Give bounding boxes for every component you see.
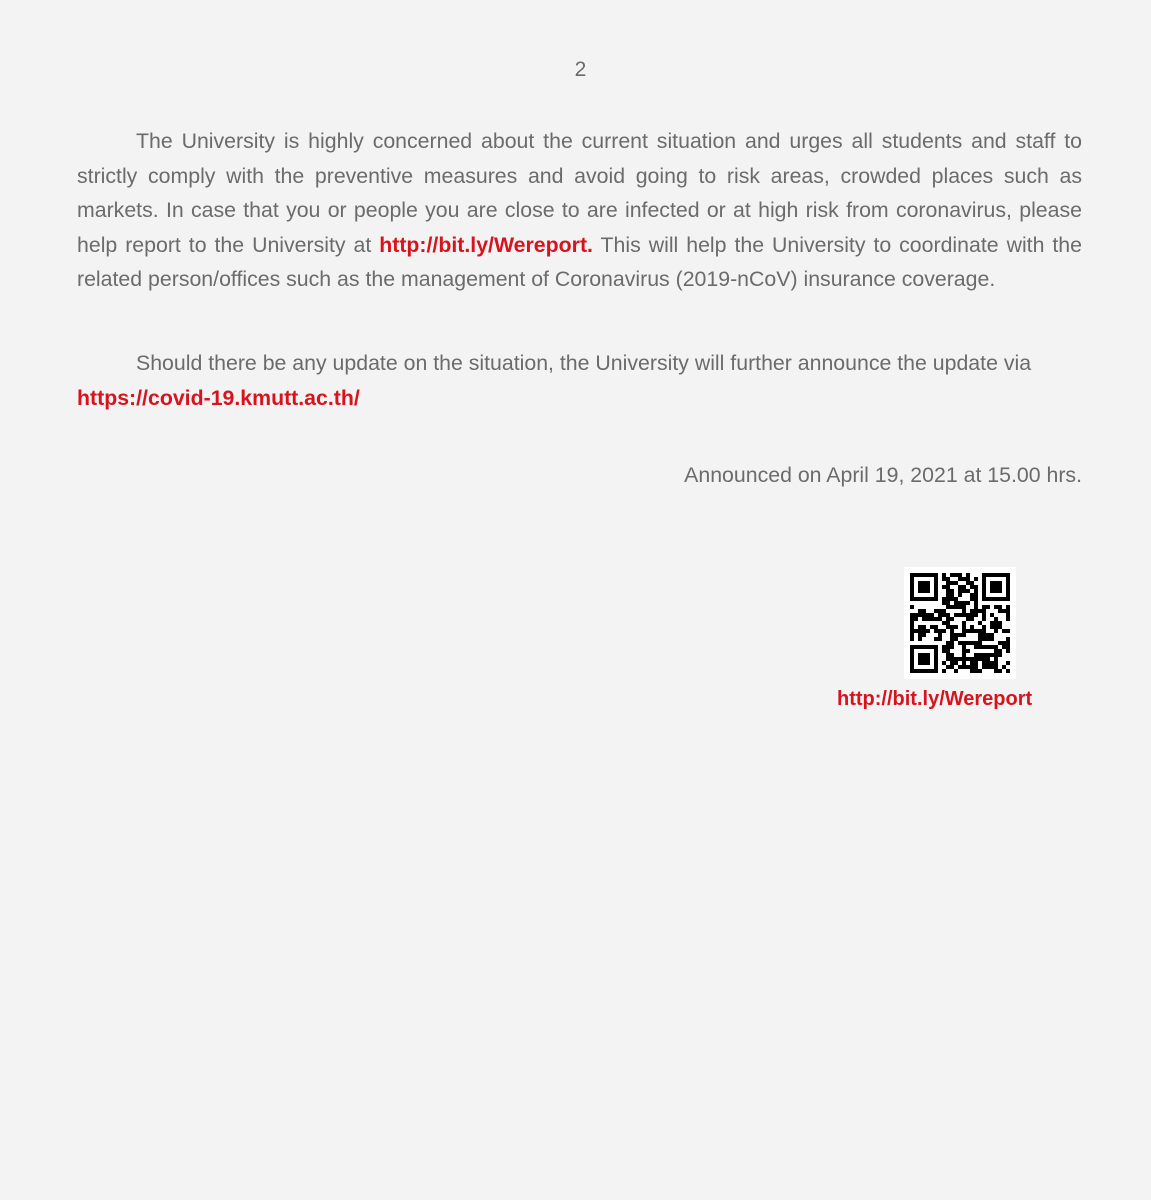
covid-site-link[interactable]: https://covid-19.kmutt.ac.th/ [77,385,360,410]
paragraph-update [77,346,1082,415]
page-number: 2 [574,58,587,81]
announcement-date: Announced on April 19, 2021 at 15.00 hrs. [684,463,1082,487]
paragraph-report-text [77,124,1082,297]
report-link[interactable]: http://bit.ly/Wereport. [379,232,593,257]
paragraph-report-intro: The University is highly concerned about the current situation and urges all students and staff to strictly comply with the preventive measures and avoid going to risk areas, crowded places such as markets. In case that you or people you are close to are infected or at high risk from coronavirus, please help report to the University at [77,129,1082,257]
qr-code-graphic [904,567,1016,679]
paragraph-update-intro: Should there be any update on the situation, the University will further announce the update via [136,351,1032,375]
paragraph-report [77,124,1082,297]
qr-caption-link[interactable]: http://bit.ly/Wereport [837,688,1033,710]
paragraph-update-text [77,346,1082,415]
qr-code-icon[interactable] [904,567,1016,679]
paragraph-report-outro: This will help the University to coordinate with the related person/offices such as the management of Coronavirus (2019-nCoV) insurance coverage. [77,232,1082,291]
